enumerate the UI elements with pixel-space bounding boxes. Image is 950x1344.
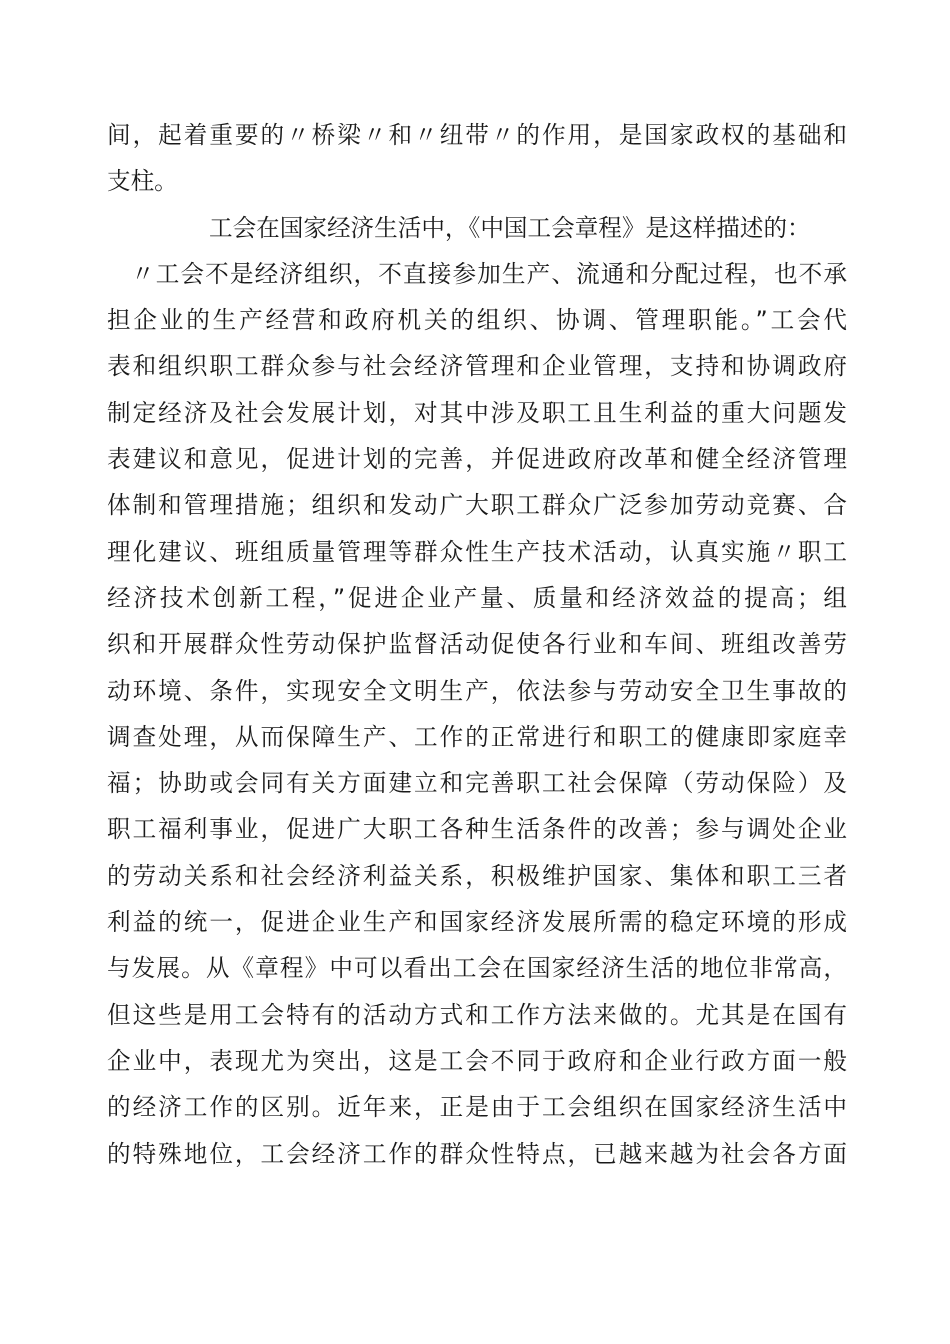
text-line: 与发展。从《章程》中可以看出工会在国家经济生活的地位非常高， [107,954,847,983]
text-line: 职工福利事业，促进广大职工各种生活条件的改善；参与调处企业 [107,815,847,844]
text-line: 制定经济及社会发展计划，对其中涉及职工且生利益的重大问题发 [107,398,847,427]
text-line: 〃工会不是经济组织，不直接参加生产、流通和分配过程，也不承 [131,259,847,288]
text-line: 间，起着重要的〃桥梁〃和〃纽带〃的作用，是国家政权的基础和 [107,121,847,149]
text-line: 表和组织职工群众参与社会经济管理和企业管理，支持和协调政府 [107,352,847,381]
text-line: 担企业的生产经营和政府机关的组织、协调、管理职能。”工会代 [107,306,847,335]
text-line: 经济技术创新工程，”促进企业产量、质量和经济效益的提高；组 [107,583,847,612]
text-line: 支柱。 [107,167,178,196]
text-line: 动环境、条件，实现安全文明生产，依法参与劳动安全卫生事故的 [107,676,847,705]
text-line: 的劳动关系和社会经济利益关系，积极维护国家、集体和职工三者 [107,861,847,890]
text-line: 调查处理，从而保障生产、工作的正常进行和职工的健康即家庭幸 [107,722,847,751]
text-line: 企业中，表现尤为突出，这是工会不同于政府和企业行政方面一般 [107,1046,847,1075]
text-line: 福；协助或会同有关方面建立和完善职工社会保障（劳动保险）及 [107,769,847,798]
text-line: 工会在国家经济生活中，《中国工会章程》是这样描述的： [209,213,811,242]
body-text [107,112,847,1177]
text-line: 的经济工作的区别。近年来，正是由于工会组织在国家经济生活中 [107,1093,847,1122]
text-line: 但这些是用工会特有的活动方式和工作方法来做的。尤其是在国有 [107,1000,847,1029]
text-line: 的特殊地位，工会经济工作的群众性特点，已越来越为社会各方面 [107,1139,847,1168]
text-line: 织和开展群众性劳动保护监督活动促使各行业和车间、班组改善劳 [107,630,847,659]
text-line: 理化建议、班组质量管理等群众性生产技术活动，认真实施〃职工 [107,537,847,566]
text-line: 利益的统一，促进企业生产和国家经济发展所需的稳定环境的形成 [107,908,847,937]
text-line: 体制和管理措施；组织和发动广大职工群众广泛参加劳动竞赛、合 [107,491,847,520]
text-line: 表建议和意见，促进计划的完善，并促进政府改革和健全经济管理 [107,445,847,474]
